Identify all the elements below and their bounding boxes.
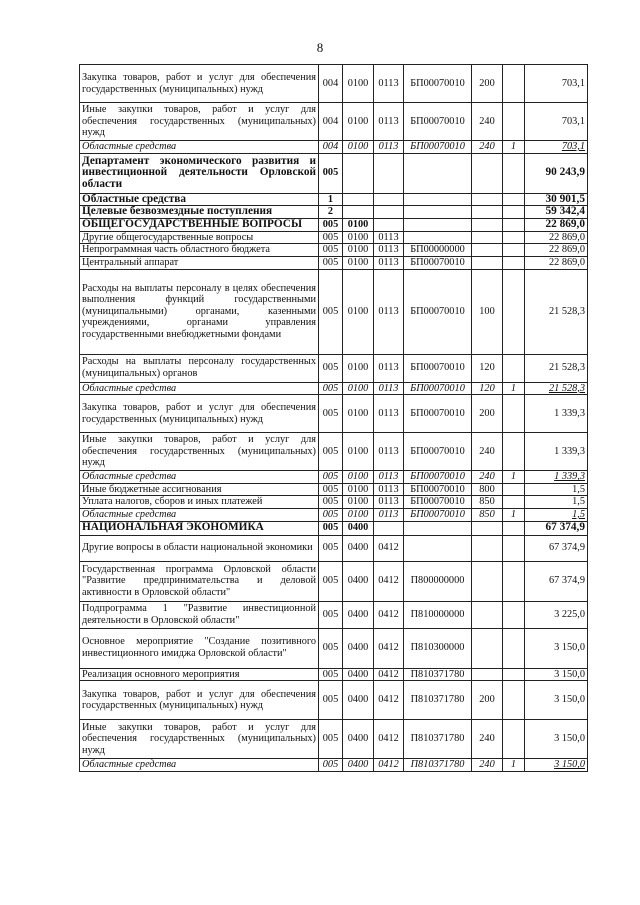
row-funding-source [503, 681, 525, 720]
row-amount: 21 528,3 [525, 269, 588, 354]
table-row [80, 521, 588, 535]
row-expense-type [472, 218, 503, 231]
table-row [80, 256, 588, 269]
row-section-code: 0400 [343, 720, 374, 759]
row-target-article: П810000000 [404, 601, 472, 628]
table-row [80, 153, 588, 193]
row-section-code: 0100 [343, 508, 374, 521]
row-expense-type [472, 153, 503, 193]
row-expense-type [472, 561, 503, 601]
row-funding-source [503, 561, 525, 601]
row-ministry-code: 005 [319, 561, 343, 601]
budget-table-body [80, 65, 588, 772]
table-row [80, 244, 588, 257]
row-funding-source [503, 433, 525, 471]
row-expense-type [472, 601, 503, 628]
row-target-article: П800000000 [404, 561, 472, 601]
row-ministry-code: 005 [319, 153, 343, 193]
table-row [80, 681, 588, 720]
row-funding-source [503, 395, 525, 433]
row-amount: 3 150,0 [525, 628, 588, 668]
row-amount: 67 374,9 [525, 521, 588, 535]
row-section-code: 0100 [343, 382, 374, 395]
row-amount: 3 150,0 [525, 720, 588, 759]
row-name: Областные средства [80, 471, 319, 484]
row-target-article: П810371780 [404, 759, 472, 772]
row-ministry-code: 005 [319, 601, 343, 628]
row-name: НАЦИОНАЛЬНАЯ ЭКОНОМИКА [80, 521, 319, 535]
row-target-article: БП00070010 [404, 471, 472, 484]
row-funding-source: 1 [503, 141, 525, 154]
row-subsection-code: 0412 [374, 681, 404, 720]
row-expense-type: 200 [472, 65, 503, 103]
row-name: Иные закупки товаров, работ и услуг для обеспечения государственных (муниципальных) нужд [80, 720, 319, 759]
row-ministry-code: 005 [319, 244, 343, 257]
row-name: Департамент экономического развития и инвестиционной деятельности Орловской области [80, 153, 319, 193]
row-name: Расходы на выплаты персоналу в целях обеспечения выполнения функций государственными (муниципальными) органами, казенными учреждениями, органами управления государственными внебюджетными фондами [80, 269, 319, 354]
table-row [80, 668, 588, 681]
row-amount: 703,1 [525, 103, 588, 141]
row-section-code: 0100 [343, 395, 374, 433]
row-name: Областные средства [80, 382, 319, 395]
row-funding-source [503, 153, 525, 193]
row-subsection-code: 0113 [374, 508, 404, 521]
row-target-article: П810371780 [404, 720, 472, 759]
row-target-article: П810371780 [404, 681, 472, 720]
row-expense-type [472, 521, 503, 535]
row-target-article [404, 206, 472, 219]
row-funding-source [503, 354, 525, 382]
row-subsection-code: 0113 [374, 231, 404, 244]
row-expense-type: 200 [472, 681, 503, 720]
row-target-article: П810300000 [404, 628, 472, 668]
row-target-article: БП00070010 [404, 256, 472, 269]
row-expense-type: 240 [472, 141, 503, 154]
row-funding-source [503, 269, 525, 354]
row-ministry-code: 005 [319, 256, 343, 269]
row-section-code: 0100 [343, 496, 374, 509]
row-amount: 1 339,3 [525, 471, 588, 484]
row-expense-type [472, 193, 503, 206]
table-row [80, 206, 588, 219]
row-amount: 3 150,0 [525, 759, 588, 772]
row-funding-source: 1 [503, 759, 525, 772]
table-row [80, 433, 588, 471]
row-name: Иные бюджетные ассигнования [80, 483, 319, 496]
row-section-code: 0100 [343, 483, 374, 496]
row-amount: 22 869,0 [525, 231, 588, 244]
row-funding-source [503, 206, 525, 219]
row-section-code [343, 153, 374, 193]
row-name: Реализация основного мероприятия [80, 668, 319, 681]
row-ministry-code: 005 [319, 496, 343, 509]
row-expense-type: 240 [472, 433, 503, 471]
row-funding-source [503, 601, 525, 628]
table-row [80, 535, 588, 561]
row-amount: 703,1 [525, 65, 588, 103]
row-amount: 1 339,3 [525, 395, 588, 433]
row-name: Областные средства [80, 508, 319, 521]
row-subsection-code: 0412 [374, 561, 404, 601]
row-expense-type: 240 [472, 103, 503, 141]
row-subsection-code: 0113 [374, 103, 404, 141]
row-subsection-code: 0113 [374, 433, 404, 471]
row-subsection-code: 0412 [374, 628, 404, 668]
row-amount: 67 374,9 [525, 561, 588, 601]
row-subsection-code [374, 153, 404, 193]
row-amount: 1,5 [525, 483, 588, 496]
row-ministry-code: 005 [319, 269, 343, 354]
row-ministry-code: 005 [319, 471, 343, 484]
row-target-article: БП00070010 [404, 141, 472, 154]
row-target-article [404, 231, 472, 244]
row-section-code: 0100 [343, 218, 374, 231]
row-funding-source: 1 [503, 508, 525, 521]
row-expense-type: 200 [472, 395, 503, 433]
row-target-article: БП00070010 [404, 483, 472, 496]
row-ministry-code: 005 [319, 759, 343, 772]
row-section-code: 0100 [343, 269, 374, 354]
budget-table [79, 64, 588, 772]
table-row [80, 720, 588, 759]
row-target-article: БП00000000 [404, 244, 472, 257]
row-funding-source [503, 193, 525, 206]
row-expense-type [472, 244, 503, 257]
row-ministry-code: 1 [319, 193, 343, 206]
row-ministry-code: 005 [319, 508, 343, 521]
row-subsection-code [374, 218, 404, 231]
row-subsection-code: 0412 [374, 535, 404, 561]
row-section-code: 0100 [343, 433, 374, 471]
row-subsection-code: 0113 [374, 65, 404, 103]
row-ministry-code: 2 [319, 206, 343, 219]
row-expense-type [472, 628, 503, 668]
row-funding-source [503, 483, 525, 496]
row-funding-source [503, 218, 525, 231]
row-section-code: 0100 [343, 244, 374, 257]
row-amount: 67 374,9 [525, 535, 588, 561]
row-subsection-code: 0113 [374, 496, 404, 509]
row-section-code: 0400 [343, 521, 374, 535]
row-subsection-code: 0113 [374, 382, 404, 395]
row-subsection-code: 0113 [374, 141, 404, 154]
row-subsection-code: 0412 [374, 668, 404, 681]
row-section-code: 0400 [343, 681, 374, 720]
row-target-article: БП00070010 [404, 103, 472, 141]
row-funding-source [503, 231, 525, 244]
row-name: Подпрограмма 1 "Развитие инвестиционной деятельности в Орловской области" [80, 601, 319, 628]
row-expense-type: 800 [472, 483, 503, 496]
row-subsection-code [374, 206, 404, 219]
table-row [80, 354, 588, 382]
table-row [80, 141, 588, 154]
row-subsection-code: 0412 [374, 720, 404, 759]
row-amount: 59 342,4 [525, 206, 588, 219]
row-section-code [343, 206, 374, 219]
row-name: Закупка товаров, работ и услуг для обеспечения государственных (муниципальных) нужд [80, 681, 319, 720]
row-ministry-code: 004 [319, 141, 343, 154]
table-row [80, 231, 588, 244]
row-subsection-code [374, 521, 404, 535]
row-target-article: БП00070010 [404, 354, 472, 382]
row-amount: 3 225,0 [525, 601, 588, 628]
row-expense-type: 850 [472, 508, 503, 521]
row-ministry-code: 004 [319, 65, 343, 103]
row-amount: 3 150,0 [525, 681, 588, 720]
row-expense-type: 120 [472, 382, 503, 395]
row-amount: 21 528,3 [525, 382, 588, 395]
table-row [80, 759, 588, 772]
row-name: Иные закупки товаров, работ и услуг для обеспечения государственных (муниципальных) нужд [80, 433, 319, 471]
row-funding-source [503, 521, 525, 535]
row-subsection-code: 0113 [374, 471, 404, 484]
table-row [80, 218, 588, 231]
row-name: Другие вопросы в области национальной экономики [80, 535, 319, 561]
row-amount: 21 528,3 [525, 354, 588, 382]
row-funding-source: 1 [503, 471, 525, 484]
row-expense-type: 850 [472, 496, 503, 509]
table-row [80, 561, 588, 601]
row-target-article [404, 535, 472, 561]
row-name: Областные средства [80, 141, 319, 154]
row-target-article: П810371780 [404, 668, 472, 681]
row-expense-type: 240 [472, 720, 503, 759]
row-funding-source [503, 65, 525, 103]
row-name: Государственная программа Орловской области "Развитие предпринимательства и деловой активности в Орловской области" [80, 561, 319, 601]
row-name: Иные закупки товаров, работ и услуг для обеспечения государственных (муниципальных) нужд [80, 103, 319, 141]
row-section-code: 0100 [343, 65, 374, 103]
row-amount: 1,5 [525, 496, 588, 509]
row-subsection-code [374, 193, 404, 206]
row-section-code [343, 193, 374, 206]
table-row [80, 103, 588, 141]
row-subsection-code: 0412 [374, 601, 404, 628]
row-target-article [404, 153, 472, 193]
row-ministry-code: 005 [319, 395, 343, 433]
row-ministry-code: 004 [319, 103, 343, 141]
table-row [80, 601, 588, 628]
row-expense-type [472, 231, 503, 244]
row-ministry-code: 005 [319, 433, 343, 471]
row-section-code: 0400 [343, 535, 374, 561]
row-target-article: БП00070010 [404, 65, 472, 103]
row-ministry-code: 005 [319, 218, 343, 231]
row-expense-type: 100 [472, 269, 503, 354]
row-amount: 22 869,0 [525, 244, 588, 257]
row-amount: 90 243,9 [525, 153, 588, 193]
table-row [80, 395, 588, 433]
row-name: Областные средства [80, 759, 319, 772]
row-section-code: 0100 [343, 141, 374, 154]
table-row [80, 628, 588, 668]
row-target-article: БП00070010 [404, 496, 472, 509]
row-ministry-code: 005 [319, 668, 343, 681]
row-funding-source [503, 535, 525, 561]
row-name: Центральный аппарат [80, 256, 319, 269]
row-section-code: 0400 [343, 668, 374, 681]
row-funding-source [503, 244, 525, 257]
row-target-article [404, 193, 472, 206]
row-ministry-code: 005 [319, 628, 343, 668]
row-amount: 1 339,3 [525, 433, 588, 471]
page-number: 8 [316, 40, 324, 55]
row-funding-source [503, 628, 525, 668]
table-row [80, 471, 588, 484]
row-section-code: 0400 [343, 601, 374, 628]
row-target-article: БП00070010 [404, 508, 472, 521]
row-funding-source [503, 720, 525, 759]
row-section-code: 0100 [343, 471, 374, 484]
row-section-code: 0400 [343, 628, 374, 668]
row-section-code: 0100 [343, 256, 374, 269]
row-name: Основное мероприятие "Создание позитивного инвестиционного имиджа Орловской области" [80, 628, 319, 668]
row-section-code: 0400 [343, 759, 374, 772]
row-subsection-code: 0113 [374, 256, 404, 269]
row-name: ОБЩЕГОСУДАРСТВЕННЫЕ ВОПРОСЫ [80, 218, 319, 231]
table-row [80, 382, 588, 395]
row-name: Непрограммная часть областного бюджета [80, 244, 319, 257]
row-amount: 3 150,0 [525, 668, 588, 681]
row-expense-type [472, 668, 503, 681]
row-amount: 703,1 [525, 141, 588, 154]
table-row [80, 483, 588, 496]
row-amount: 1,5 [525, 508, 588, 521]
row-subsection-code: 0113 [374, 483, 404, 496]
row-ministry-code: 005 [319, 535, 343, 561]
row-ministry-code: 005 [319, 231, 343, 244]
row-section-code: 0100 [343, 354, 374, 382]
row-target-article: БП00070010 [404, 395, 472, 433]
row-expense-type: 120 [472, 354, 503, 382]
row-subsection-code: 0113 [374, 269, 404, 354]
row-subsection-code: 0113 [374, 395, 404, 433]
table-row [80, 65, 588, 103]
row-expense-type [472, 206, 503, 219]
row-section-code: 0100 [343, 231, 374, 244]
row-ministry-code: 005 [319, 720, 343, 759]
row-subsection-code: 0113 [374, 354, 404, 382]
row-ministry-code: 005 [319, 354, 343, 382]
row-name: Уплата налогов, сборов и иных платежей [80, 496, 319, 509]
row-section-code: 0400 [343, 561, 374, 601]
row-expense-type [472, 535, 503, 561]
table-row [80, 193, 588, 206]
row-name: Закупка товаров, работ и услуг для обеспечения государственных (муниципальных) нужд [80, 65, 319, 103]
row-target-article: БП00070010 [404, 433, 472, 471]
row-ministry-code: 005 [319, 521, 343, 535]
row-section-code: 0100 [343, 103, 374, 141]
table-row [80, 269, 588, 354]
row-name: Целевые безвозмездные поступления [80, 206, 319, 219]
row-target-article [404, 521, 472, 535]
row-amount: 22 869,0 [525, 256, 588, 269]
row-subsection-code: 0412 [374, 759, 404, 772]
row-ministry-code: 005 [319, 382, 343, 395]
row-expense-type [472, 256, 503, 269]
row-amount: 30 901,5 [525, 193, 588, 206]
row-target-article: БП00070010 [404, 269, 472, 354]
row-funding-source [503, 256, 525, 269]
table-row [80, 496, 588, 509]
row-target-article: БП00070010 [404, 382, 472, 395]
row-amount: 22 869,0 [525, 218, 588, 231]
row-expense-type: 240 [472, 471, 503, 484]
row-funding-source [503, 496, 525, 509]
row-funding-source [503, 103, 525, 141]
row-subsection-code: 0113 [374, 244, 404, 257]
table-row [80, 508, 588, 521]
row-expense-type: 240 [472, 759, 503, 772]
row-funding-source [503, 668, 525, 681]
row-target-article [404, 218, 472, 231]
row-name: Расходы на выплаты персоналу государственных (муниципальных) органов [80, 354, 319, 382]
row-name: Другие общегосударственные вопросы [80, 231, 319, 244]
row-name: Закупка товаров, работ и услуг для обеспечения государственных (муниципальных) нужд [80, 395, 319, 433]
row-name: Областные средства [80, 193, 319, 206]
row-ministry-code: 005 [319, 681, 343, 720]
row-ministry-code: 005 [319, 483, 343, 496]
row-funding-source: 1 [503, 382, 525, 395]
